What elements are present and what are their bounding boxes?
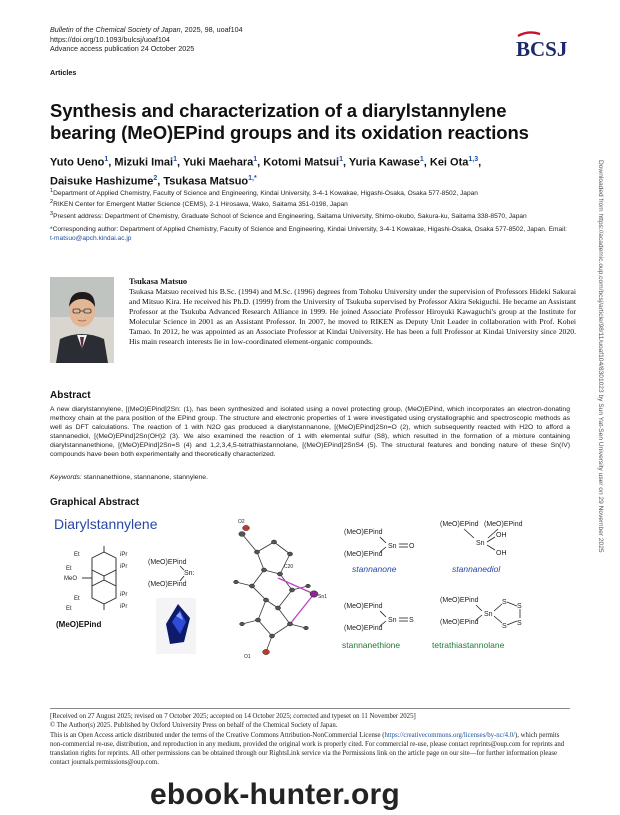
ga-et-4: Et	[66, 606, 72, 612]
author-list	[50, 152, 570, 189]
corresponding-author	[50, 225, 570, 243]
author-affil-sup: 2	[153, 174, 158, 182]
affiliation-sup: 1	[50, 188, 54, 194]
keywords-label: Keywords:	[50, 474, 82, 481]
author-affil-sup: 1,3	[468, 156, 479, 163]
author-name[interactable]: Tsukasa Matsuo	[163, 175, 249, 188]
stannanone-sn: Sn	[388, 543, 397, 550]
stannanone-l1: (MeO)EPind	[344, 529, 383, 536]
journal-header	[50, 25, 243, 54]
ga-et-3: Et	[74, 596, 80, 602]
logo-text: BCSJ	[516, 37, 568, 61]
graphical-abstract-heading: Graphical Abstract	[50, 497, 140, 508]
author-affil-sup: 1	[339, 156, 343, 163]
author-affil-sup: 1	[104, 156, 109, 163]
watermark: ebook-hunter.org	[150, 778, 400, 811]
journal-name: Bulletin of the Chemical Society of Japan	[50, 25, 181, 34]
ga-et-2: Et	[66, 566, 72, 572]
stannanone-label: stannanone	[352, 564, 397, 574]
side-download-text: Downloaded from https://academic.oup.com/bcsj/article/98/11/uoaf104/8301023 by Sun Yat-Sen University user on 29 November 2025	[597, 160, 604, 553]
stannanediol-oh1: OH	[496, 532, 507, 539]
affiliation-sup: 3	[50, 210, 54, 217]
tts-l2: (MeO)EPind	[440, 619, 479, 626]
tts-s4: S	[502, 623, 507, 630]
footer-rule	[50, 708, 570, 709]
email-link[interactable]: t-matsuo@apch.kindai.ac.jp	[50, 235, 132, 243]
stannanethione-l1: (MeO)EPind	[344, 603, 383, 610]
footer	[50, 712, 570, 768]
stannanethione-structure	[342, 603, 414, 650]
received-line: [Received on 27 August 2025; revised on 7 October 2025; accepted on 14 October 2025; corrected and typeset on 11 November 2025]	[50, 713, 416, 720]
affiliation-item	[50, 187, 570, 198]
affiliation-sup: 2	[50, 199, 54, 206]
ga-sn1: Sn1	[318, 594, 327, 600]
stannanone-l2: (MeO)EPind	[344, 551, 383, 558]
keywords-text: stannanethione, stannanone, stannylene.	[83, 474, 208, 481]
affiliation-text: RIKEN Center for Emergent Matter Science (CEMS), 2-1 Hirosawa, Wako, Saitama 351-0198, Japan	[53, 201, 348, 209]
keywords	[50, 474, 208, 481]
stannanone-o: O	[409, 543, 415, 550]
bio-text: Tsukasa Matsuo received his B.Sc. (1994) and M.Sc. (1996) degrees from Tohoku University under the supervision of Professors Hideki Sakurai and Mitsuo Kira. He received his Ph.D. (1999) from the University of Tsukuba supervised by Professor Akira Sekiguchi. He became an Assistant Professor at the Tsukuba Advanced Research Alliance in 1999. He joined Associate Professor Hiroyuki Kawaguchi's group at the Institute for Molecular Science in 2001 as an Assistant Professor. In 2007, he moved to RIKEN as Deputy Unit Leader in collaboration with Prof. Kohei Tamao. In 2012, he was appointed as an Associate Professor at Kindai University. He has been a full Professor at Kindai University since 2020. His main research interests lie in low-coordinated element-organic compounds.	[129, 287, 576, 346]
tts-sn: Sn	[484, 611, 493, 618]
access-date: Advance access publication 24 October 2025	[50, 44, 195, 54]
bio-name: Tsukasa Matsuo	[129, 277, 188, 286]
stannanediol-sn: Sn	[476, 540, 485, 547]
ga-o1: O1	[244, 654, 251, 660]
stannanediol-structure	[440, 521, 523, 574]
affiliations	[50, 187, 570, 244]
ga-meo: MeO	[64, 576, 78, 582]
author-affil-sup: 1	[419, 156, 424, 163]
ga-ligand-label: (MeO)EPind	[56, 620, 102, 629]
bcsj-logo	[514, 28, 572, 62]
stannanethione-label: stannanethione	[342, 640, 401, 650]
license-pre: This is an Open Access article distributed under the terms of the Creative Commons Attribution-NonCommercial License (	[50, 731, 385, 739]
affiliation-text: Department of Applied Chemistry, Faculty of Science and Engineering, Kindai University, 3-4-1 Kowakae, Higashi-Osaka, Osaka 577-8502, Japan	[53, 190, 478, 198]
ga-et-1: Et	[74, 552, 80, 558]
ga-o2: O2	[238, 519, 245, 525]
license-text	[50, 731, 570, 768]
stannanediol-label: stannanediol	[452, 564, 501, 574]
stannanediol-oh2: OH	[496, 550, 507, 557]
article-title: Synthesis and characterization of a diarylstannylene bearing (MeO)EPind groups and its oxidation reactions	[50, 100, 529, 143]
affiliation-text: Present address: Department of Chemistry, Graduate School of Science and Engineering, Saitama University, Shimo-okubo, Sakura-ku, Saitama 338-8570, Japan	[53, 212, 527, 220]
side-download-note	[594, 160, 604, 660]
ga-ipr-4: iPr	[120, 604, 128, 610]
section-tag: Articles	[50, 68, 77, 77]
stannanethione-sn: Sn	[388, 617, 397, 624]
tts-l1: (MeO)EPind	[440, 597, 479, 604]
epind-structure	[82, 546, 116, 610]
tts-label: tetrathiastannolane	[432, 640, 505, 650]
author-name[interactable]: Mizuki Imai	[114, 156, 174, 169]
author-name[interactable]: Yuki Maehara	[182, 156, 254, 169]
author-name[interactable]: Kei Ota	[429, 156, 469, 169]
doi-link[interactable]: https://doi.org/10.1093/bulcsj/uoaf104	[50, 34, 170, 44]
ga-stannylene-sn: Sn:	[184, 570, 195, 577]
author-affil-sup: 1,*	[248, 174, 257, 182]
license-link[interactable]: https://creativecommons.org/licenses/by-nc/4.0/	[384, 731, 515, 739]
affiliation-item	[50, 198, 570, 209]
ga-stannylene-title: Diarylstannylene	[54, 516, 158, 532]
corresponding-text: *Corresponding author: Department of Applied Chemistry, Faculty of Science and Engineering, Kindai University, 3-4-1 Kowakae, Higashi-Osaka, Osaka 577-8502, Japan. Email:	[50, 226, 567, 234]
tts-s3: S	[517, 620, 522, 627]
ga-ipr-2: iPr	[120, 564, 128, 570]
author-name[interactable]: Daisuke Hashizume	[50, 175, 154, 188]
stannanone-structure	[344, 529, 415, 574]
author-line-1: Yuto Ueno$^1$, Mizuki Imai$^1$, Yuki Maehara$^1$, Kotomi Matsui$^1$, Yuria Kawase$^1$, Kei Ota$^{1,3}$,	[50, 156, 482, 169]
stannanethione-l2: (MeO)EPind	[344, 625, 383, 632]
ga-c20: C20	[284, 564, 294, 570]
copyright-line: © The Author(s) 2025. Published by Oxford University Press on behalf of the Chemical Society of Japan.	[50, 722, 338, 730]
tetrathiastannolane-structure	[432, 597, 522, 650]
tts-s1: S	[502, 599, 507, 606]
ga-ipr-1: iPr	[120, 552, 128, 558]
journal-volume: , 2025, 98, uoaf104	[180, 25, 243, 34]
license-post: ), which permits non-commercial re-use, distribution, and reproduction in any medium, provided the original work is properly cited. For commercial re-use, please contact reprints@oup.com for reprints and translation rights for reprints. All other permissions can be obtained through our RightsLink service via the Permissions link on the article page on our site—for further information please contact journals.permissions@oup.com.	[50, 731, 565, 767]
author-name[interactable]: Kotomi Matsui	[263, 156, 340, 169]
ga-stannylene-l2: (MeO)EPind	[148, 581, 187, 588]
author-affil-sup: 1	[253, 156, 258, 163]
stannanethione-s: S	[409, 617, 414, 624]
stannanediol-l1: (MeO)EPind	[440, 521, 479, 528]
graphical-abstract	[52, 512, 572, 662]
affiliation-list	[50, 187, 570, 221]
author-photo	[50, 277, 114, 363]
abstract-heading: Abstract	[50, 390, 91, 401]
author-line-2: Daisuke Hashizume$^2$, Tsukasa Matsuo$^{1,*}$	[50, 174, 257, 188]
author-name[interactable]: Yuria Kawase	[348, 156, 420, 169]
affiliation-item	[50, 210, 570, 221]
author-name[interactable]: Yuto Ueno	[50, 156, 105, 169]
abstract-text: A new diarylstannylene, [(MeO)EPind]2Sn: (1), has been synthesized and isolated using a novel protecting group, (MeO)EPind, which incorporates an electron-donating methoxy chain at the para position of the EPind group. The structure and electronic properties of 1 were investigated using crystallographic and spectroscopic methods as well as DFT calculations. The reaction of 1 with N2O gas produced a diarylstannanone, [(MeO)EPind]2Sn=O (2), which subsequently reacted with H2O to afford a stannanediol, [(MeO)EPind]2Sn(OH)2 (3). We also examined the reaction of 1 with elemental sulfur (S8), which resulted in the formation of a mixture containing diarylstannanethione, [(MeO)EPind]2Sn=S (4) and 1,2,3,4,5-tetrathiastannolane, [(MeO)EPind]2SnS4 (5). The structural features and bonding nature of these Sn(IV) compounds have been both experimentally and theoretically characterized.	[50, 406, 570, 459]
stannanediol-l2: (MeO)EPind	[484, 521, 523, 528]
author-affil-sup: 1	[173, 156, 178, 163]
ga-stannylene-l1: (MeO)EPind	[148, 559, 187, 566]
ga-ipr-3: iPr	[120, 592, 128, 598]
tts-s2: S	[517, 603, 522, 610]
